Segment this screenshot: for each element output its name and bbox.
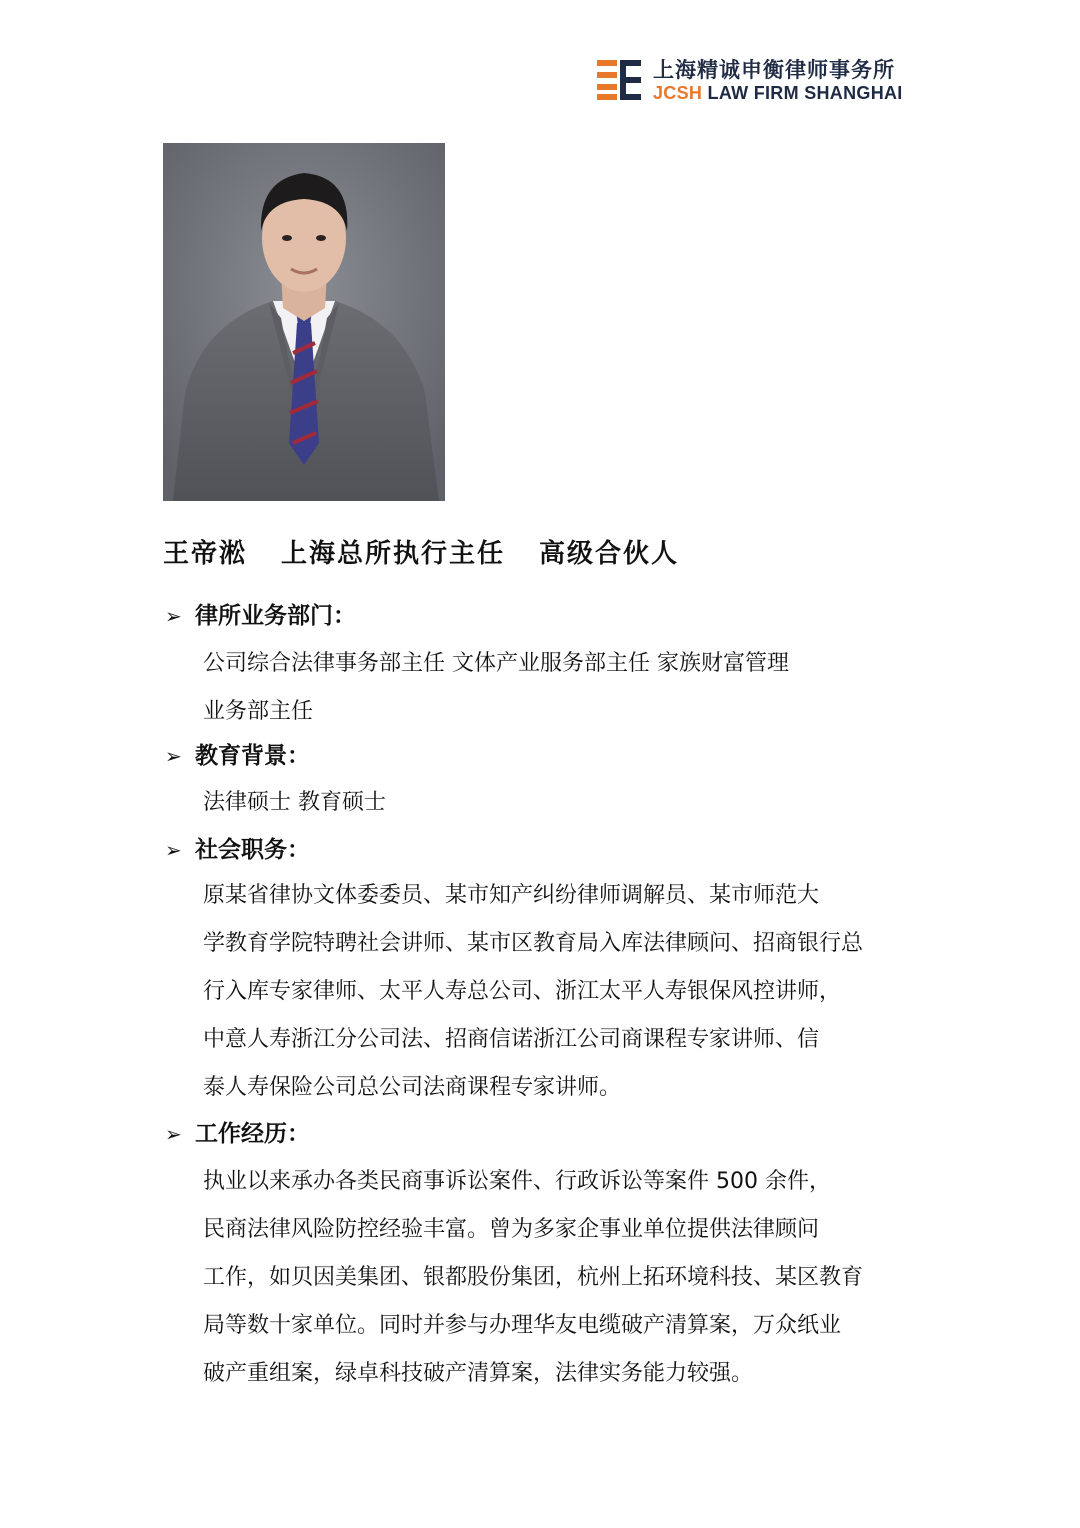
lawyer-name: 王帝淞	[163, 539, 248, 569]
body-line: 破产重组案，绿卓科技破产清算案，法律实务能力较强。	[203, 1361, 754, 1386]
section-title-work-experience	[165, 1116, 310, 1152]
section-body-work-experience	[203, 1158, 963, 1398]
section-body-social-roles	[203, 872, 963, 1112]
firm-logo	[597, 58, 917, 106]
firm-name-english-prefix: JCSH	[653, 83, 703, 103]
firm-logo-mark	[597, 58, 641, 102]
body-line: 法律硕士 教育硕士	[203, 790, 386, 815]
arrow-bullet-icon: ➢	[165, 1122, 182, 1146]
body-line: 执业以来承办各类民商事诉讼案件、行政诉讼等案件 500 余件，	[203, 1169, 831, 1194]
arrow-bullet-icon: ➢	[165, 838, 182, 862]
body-line: 原某省律协文体委委员、某市知产纠纷律师调解员、某市师范大	[203, 883, 820, 908]
section-title-social-roles	[165, 832, 310, 868]
body-line: 学教育学院特聘社会讲师、某市区教育局入库法律顾问、招商银行总	[203, 931, 864, 956]
profile-heading	[163, 534, 679, 574]
body-line: 局等数十家单位。同时并参与办理华友电缆破产清算案，万众纸业	[203, 1313, 842, 1338]
body-line: 工作，如贝因美集团、银都股份集团，杭州上拓环境科技、某区教育	[203, 1265, 864, 1290]
arrow-bullet-icon: ➢	[165, 744, 182, 768]
lawyer-position: 上海总所执行主任	[281, 539, 506, 569]
body-line: 泰人寿保险公司总公司法商课程专家讲师。	[203, 1075, 622, 1100]
section-title-text: 教育背景：	[195, 743, 310, 769]
section-body-education	[203, 779, 963, 827]
section-title-education	[165, 738, 310, 774]
arrow-bullet-icon: ➢	[165, 604, 182, 628]
firm-name-english	[653, 83, 903, 103]
section-title-text: 律所业务部门：	[195, 603, 356, 629]
firm-name-english-rest: LAW FIRM SHANGHAI	[702, 83, 903, 103]
lawyer-title: 高级合伙人	[539, 539, 680, 569]
body-line: 中意人寿浙江分公司法、招商信诺浙江公司商课程专家讲师、信	[203, 1027, 820, 1052]
body-line: 行入库专家律师、太平人寿总公司、浙江太平人寿银保风控讲师，	[203, 979, 842, 1004]
section-title-text: 工作经历：	[195, 1121, 310, 1147]
body-line: 业务部主任	[203, 699, 314, 724]
body-line: 公司综合法律事务部主任 文体产业服务部主任 家族财富管理	[203, 651, 789, 676]
section-title-text: 社会职务：	[195, 837, 310, 863]
body-line: 民商法律风险防控经验丰富。曾为多家企事业单位提供法律顾问	[203, 1217, 820, 1242]
section-body-department	[203, 640, 963, 736]
firm-name-chinese: 上海精诚申衡律师事务所	[653, 57, 895, 82]
section-title-department	[165, 598, 356, 634]
lawyer-portrait	[163, 143, 445, 501]
